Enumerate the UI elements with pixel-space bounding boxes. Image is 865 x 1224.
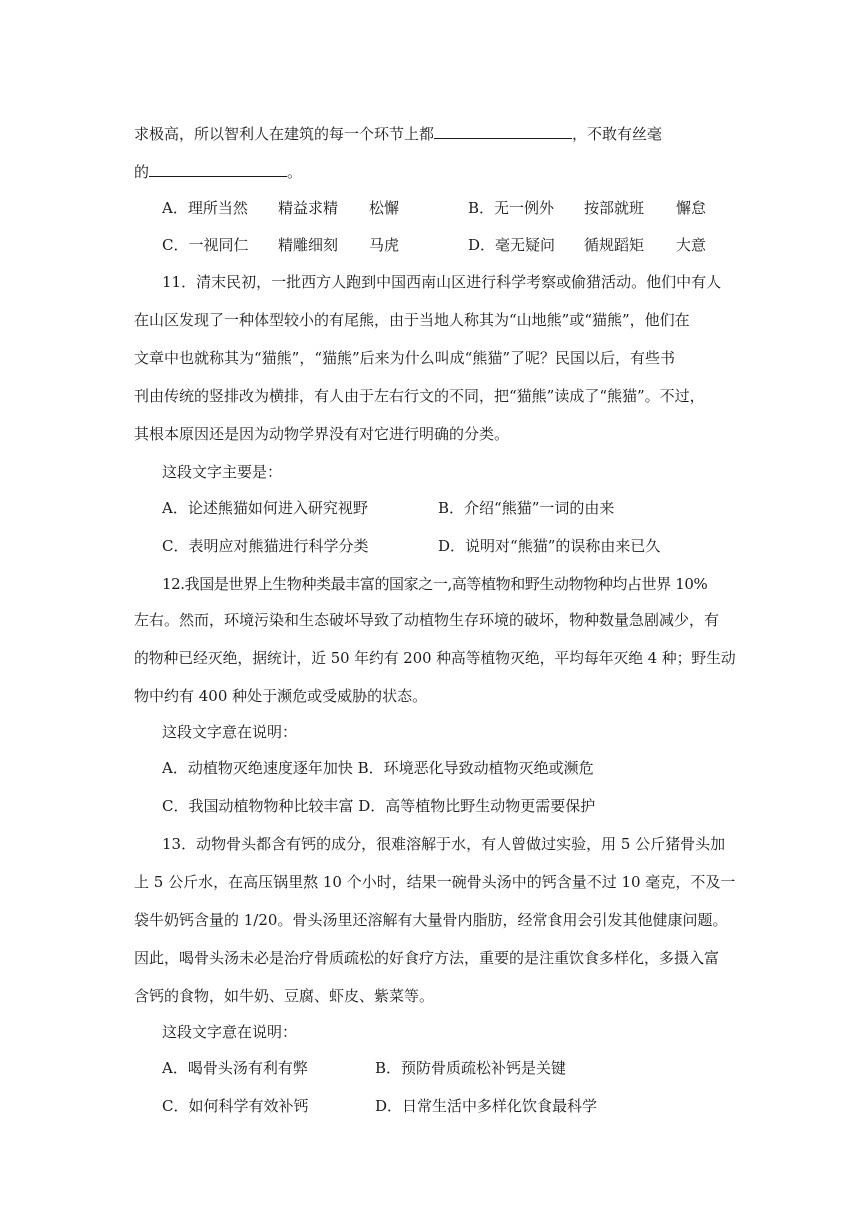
q13-option-b[interactable]: B．预防骨质疏松补钙是关键 xyxy=(375,1059,567,1077)
q11-paragraph-line: 文章中也就称其为“猫熊”，“猫熊”后来为什么叫成“熊猫”了呢？民国以后，有些书 xyxy=(134,349,676,367)
q11-paragraph-line: 其根本原因还是因为动物学界没有对它进行明确的分类。 xyxy=(134,425,510,443)
q12-paragraph-line: 物中约有 400 种处于濒危或受威胁的状态。 xyxy=(134,687,428,705)
q10-stem-text: 求极高，所以智利人在建筑的每一个环节上都 xyxy=(134,125,435,143)
q12-prompt: 这段文字意在说明： xyxy=(162,723,298,741)
q13-option-a[interactable]: A．喝骨头汤有利有弊 xyxy=(162,1059,308,1077)
q10-stem-text: 。 xyxy=(287,163,303,181)
q13-option-c[interactable]: C．如何科学有效补钙 xyxy=(162,1097,309,1115)
q11-option-d[interactable]: D．说明对“熊猫”的误称由来已久 xyxy=(438,537,661,555)
q13-paragraph-line: 因此，喝骨头汤未必是治疗骨质疏松的好食疗方法，重要的是注重饮食多样化，多摄入富 xyxy=(134,949,720,967)
q12-paragraph-line: 的物种已经灭绝，据统计，近 50 年约有 200 种高等植物灭绝，平均每年灭绝 4 种；野生动 xyxy=(134,649,736,667)
q13-paragraph-line: 含钙的食物，如牛奶、豆腐、虾皮、紫菜等。 xyxy=(134,987,435,1005)
q13-prompt: 这段文字意在说明： xyxy=(162,1023,298,1041)
q10-stem-line-2 xyxy=(134,160,302,182)
q11-prompt: 这段文字主要是： xyxy=(162,463,283,481)
q10-stem-text: ，不敢有丝毫 xyxy=(572,125,663,143)
q10-option-b-word2: 按部就班 xyxy=(584,199,645,217)
q10-option-d-word3: 大意 xyxy=(676,236,707,254)
q10-option-c-word2: 精雕细刻 xyxy=(278,236,339,254)
q13-paragraph-line: 上 5 公斤水，在高压锅里熬 10 个小时，结果一碗骨头汤中的钙含量不过 10 毫克，不及一 xyxy=(134,873,736,891)
q12-options-a-b[interactable]: A．动植物灭绝速度逐年加快 B．环境恶化导致动植物灭绝或濒危 xyxy=(162,759,594,777)
q11-option-b[interactable]: B．介绍“熊猫”一词的由来 xyxy=(438,499,615,517)
q10-stem-line-1 xyxy=(134,122,662,144)
q12-paragraph-line: 左右。然而，环境污染和生态破坏导致了动植物生存环境的破坏，物种数量急剧减少，有 xyxy=(134,611,720,629)
q10-option-c-word3: 马虎 xyxy=(369,236,400,254)
q13-paragraph-line: 袋牛奶钙含量的 1/20。骨头汤里还溶解有大量骨内脂肪，经常食用会引发其他健康问题。 xyxy=(134,911,728,929)
q12-paragraph-line: 12.我国是世界上生物种类最丰富的国家之一,高等植物和野生动物物种均占世界 10% xyxy=(162,575,708,593)
q10-option-b-word3: 懈怠 xyxy=(676,199,707,217)
q11-option-c[interactable]: C．表明应对熊猫进行科学分类 xyxy=(162,537,369,555)
q10-stem-text: 的 xyxy=(134,163,150,181)
q11-paragraph-line: 11．清末民初，一批西方人跑到中国西南山区进行科学考察或偷猎活动。他们中有人 xyxy=(162,273,722,291)
q13-option-d[interactable]: D．日常生活中多样化饮食最科学 xyxy=(375,1097,598,1115)
q10-option-b[interactable]: B．无一例外 xyxy=(468,199,555,217)
q10-option-d[interactable]: D．毫无疑问 xyxy=(468,236,556,254)
q13-paragraph-line: 13．动物骨头都含有钙的成分，很难溶解于水，有人曾做过实验，用 5 公斤猪骨头加 xyxy=(162,835,726,853)
q10-option-c[interactable]: C．一视同仁 xyxy=(162,236,249,254)
q11-paragraph-line: 在山区发现了一种体型较小的有尾熊，由于当地人称其为“山地熊”或“猫熊”，他们在 xyxy=(134,311,690,329)
q11-paragraph-line: 刊由传统的竖排改为横排，有人由于左右行文的不同，把“猫熊”读成了“熊猫”。不过， xyxy=(134,387,705,405)
fill-blank-1[interactable] xyxy=(434,122,572,139)
q10-option-a[interactable]: A．理所当然 xyxy=(162,199,248,217)
q11-option-a[interactable]: A．论述熊猫如何进入研究视野 xyxy=(162,499,368,517)
q10-option-d-word2: 循规蹈矩 xyxy=(584,236,645,254)
q12-options-c-d[interactable]: C．我国动植物物种比较丰富 D．高等植物比野生动物更需要保护 xyxy=(162,797,596,815)
q10-option-a-word2: 精益求精 xyxy=(278,199,339,217)
q10-option-a-word3: 松懈 xyxy=(369,199,400,217)
fill-blank-2[interactable] xyxy=(149,160,287,177)
